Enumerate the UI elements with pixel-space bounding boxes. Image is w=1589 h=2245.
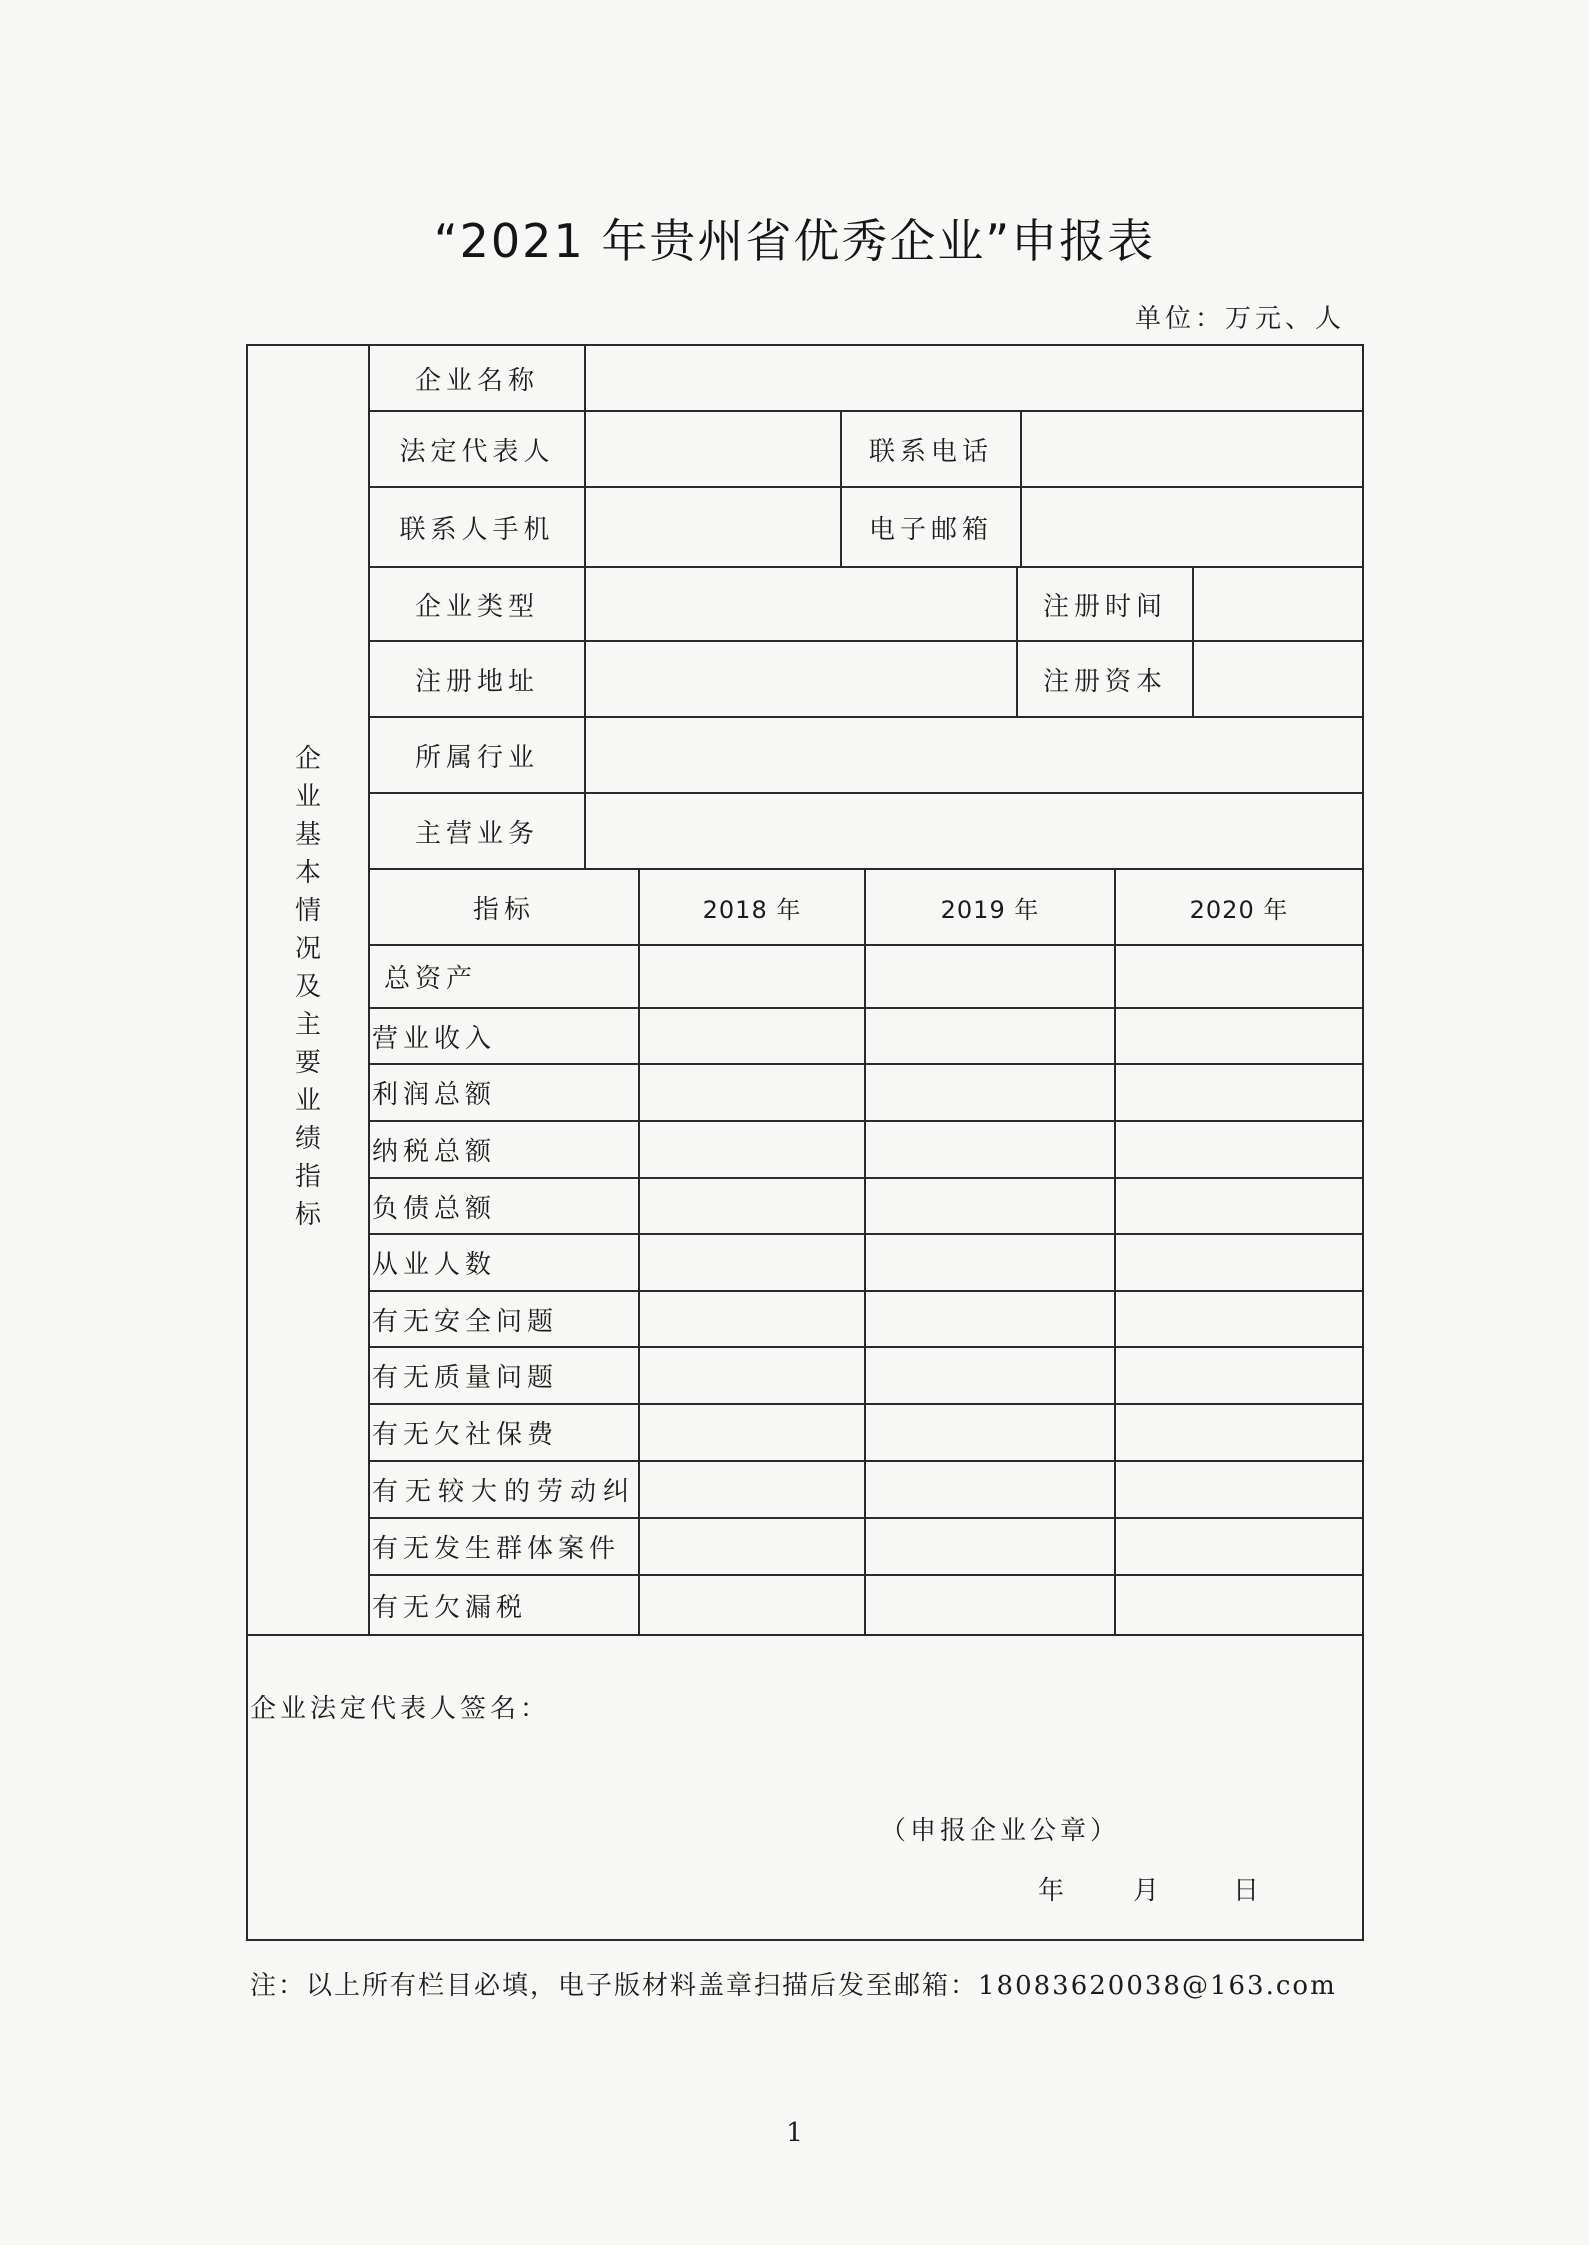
email-field[interactable]: [1022, 488, 1362, 566]
label-reg-address: 注册地址: [414, 666, 539, 697]
section-label-char: 及: [294, 972, 321, 1002]
main-business-field[interactable]: [586, 794, 1362, 868]
row-label-quality-issues: 有无质量问题: [372, 1363, 559, 1393]
header-2019: 2019 年: [940, 895, 1040, 924]
reg-address-field[interactable]: [586, 642, 1016, 716]
label-company-type: 企业类型: [414, 591, 539, 622]
section-label-char: 基: [294, 820, 321, 850]
label-reg-time: 注册时间: [1042, 591, 1167, 622]
section-label-vertical: [248, 740, 368, 1234]
section-label-char: 业: [294, 1086, 321, 1116]
signature-label: 企业法定代表人签名：: [250, 1694, 551, 1724]
label-email: 电子邮箱: [868, 514, 993, 545]
row-label-labor-disputes: 有无较大的劳动纠: [372, 1477, 637, 1507]
row-label-social-insurance-arrears: 有无欠社保费: [372, 1420, 559, 1450]
grid-line: [638, 868, 640, 1634]
label-phone: 联系电话: [868, 436, 993, 467]
seal-label: （申报企业公章）: [880, 1816, 1121, 1846]
section-label-char: 指: [294, 1162, 321, 1192]
date-year-label: 年: [1038, 1876, 1065, 1906]
section-label-char: 企: [294, 744, 321, 774]
section-label-char: 业: [294, 782, 321, 812]
section-label-char: 主: [294, 1010, 321, 1040]
row-label-tax-evasion: 有无欠漏税: [372, 1592, 528, 1623]
reg-time-field[interactable]: [1194, 568, 1362, 640]
row-label-total-liabilities: 负债总额: [372, 1193, 497, 1224]
grid-line: [1114, 868, 1116, 1634]
section-label-char: 标: [294, 1200, 321, 1230]
page-number: 1: [786, 2118, 803, 2148]
company-name-field[interactable]: [586, 346, 1362, 410]
company-type-field[interactable]: [586, 568, 1016, 640]
unit-label: 单位：万元、人: [1135, 304, 1346, 334]
form-title: “2021 年贵州省优秀企业”申报表: [433, 214, 1156, 268]
row-label-total-tax: 纳税总额: [372, 1137, 497, 1167]
row-label-safety-issues: 有无安全问题: [372, 1306, 559, 1337]
header-2020: 2020 年: [1189, 895, 1289, 924]
reg-capital-field[interactable]: [1194, 642, 1362, 716]
section-label-char: 况: [294, 934, 321, 964]
row-label-total-profit: 利润总额: [372, 1080, 497, 1110]
row-label-total-assets: 总资产: [384, 964, 478, 994]
section-label-char: 情: [294, 896, 321, 926]
footer-note: 注：以上所有栏目必填，电子版材料盖章扫描后发至邮箱：18083620038@163.com: [250, 1971, 1337, 2001]
grid-line: [864, 868, 866, 1634]
date-month-label: 月: [1133, 1876, 1160, 1906]
contact-mobile-field[interactable]: [586, 488, 840, 566]
date-day-label: 日: [1233, 1876, 1260, 1906]
header-2018: 2018 年: [702, 895, 802, 924]
row-label-employees: 从业人数: [372, 1250, 497, 1280]
label-reg-capital: 注册资本: [1042, 666, 1167, 697]
label-industry: 所属行业: [414, 742, 539, 773]
legal-rep-field[interactable]: [586, 412, 840, 486]
phone-field[interactable]: [1022, 412, 1362, 486]
header-indicator: 指标: [472, 894, 535, 925]
grid-line: [246, 1634, 1364, 1636]
label-contact-mobile: 联系人手机: [399, 514, 555, 545]
label-main-business: 主营业务: [414, 818, 539, 849]
row-label-revenue: 营业收入: [372, 1023, 497, 1054]
section-label-char: 绩: [294, 1124, 321, 1154]
section-label-char: 本: [294, 858, 321, 888]
section-label-char: 要: [294, 1048, 321, 1078]
industry-field[interactable]: [586, 718, 1362, 792]
label-legal-rep: 法定代表人: [399, 436, 555, 467]
label-company-name: 企业名称: [414, 365, 539, 396]
row-label-group-incidents: 有无发生群体案件: [372, 1534, 621, 1564]
